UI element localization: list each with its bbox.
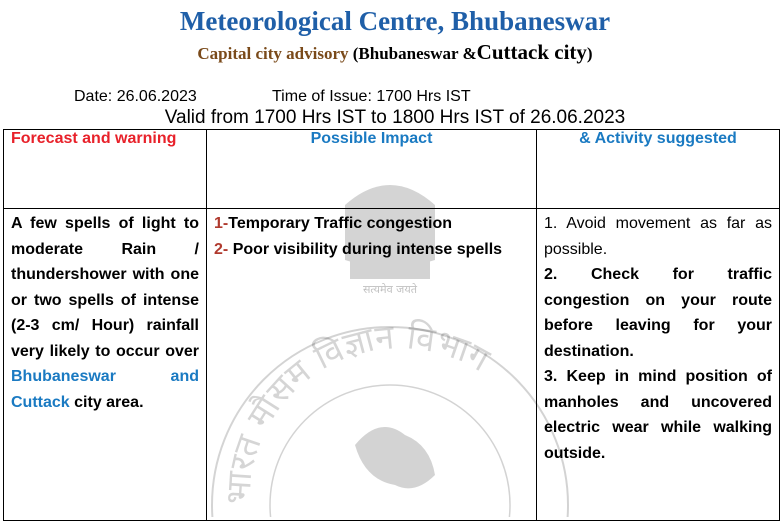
subtitle-part1: (Bhubaneswar & <box>352 44 477 63</box>
activity-cell <box>537 209 780 521</box>
advisory-table <box>3 129 780 521</box>
subtitle-part2: Cuttack city <box>476 40 587 64</box>
issue-time: Time of Issue: 1700 Hrs IST <box>272 88 471 105</box>
page-subtitle <box>0 40 780 65</box>
activity-item-2: 2. Check for traffic congestion on your route before leaving for your destination. <box>544 266 772 360</box>
city-cuttack: Cuttack <box>11 393 70 411</box>
forecast-cell <box>4 209 207 521</box>
page-title: Meteorological Centre, Bhubaneswar <box>179 6 611 36</box>
issue-date: Date: 26.06.2023 <box>74 88 197 105</box>
header-impact: Possible Impact <box>207 130 537 209</box>
forecast-suffix: city area. <box>74 393 144 411</box>
validity-period: Valid from 1700 Hrs IST to 1800 Hrs IST of 26.06.2023 <box>164 107 626 128</box>
impact-text: Temporary Traffic congestion <box>228 215 452 232</box>
city-and: and <box>170 368 199 385</box>
impact-item <box>214 211 529 237</box>
city-bhubaneswar: Bhubaneswar <box>11 368 116 385</box>
forecast-text: A few spells of light to moderate Rain / thundershower with one or two spells of intense (2-3 cm/ Hour) rainfall very likely to occur over <box>11 215 199 360</box>
impact-num: 1- <box>214 215 229 232</box>
activity-item-3: 3. Keep in mind position of manholes and uncovered electric wear while walking outside. <box>544 368 772 462</box>
impact-num: 2- <box>214 240 229 258</box>
impact-item <box>214 237 529 263</box>
header-forecast: Forecast and warning <box>4 130 207 209</box>
subtitle-part3: ) <box>586 44 593 63</box>
header-activity: & Activity suggested <box>537 130 780 209</box>
subtitle-main: Capital city advisory <box>197 44 349 63</box>
table-body-row <box>4 209 780 521</box>
activity-item-1: 1. Avoid movement as far as possible. <box>544 215 772 258</box>
seal-arc-textpath: भारत मौसम विज्ञान विभाग <box>218 317 497 506</box>
seal-motto: सत्यमेव जयते <box>362 283 418 296</box>
table-header-row <box>4 130 780 209</box>
impact-cell <box>207 209 537 521</box>
impact-text: Poor visibility during intense spells <box>232 240 503 258</box>
